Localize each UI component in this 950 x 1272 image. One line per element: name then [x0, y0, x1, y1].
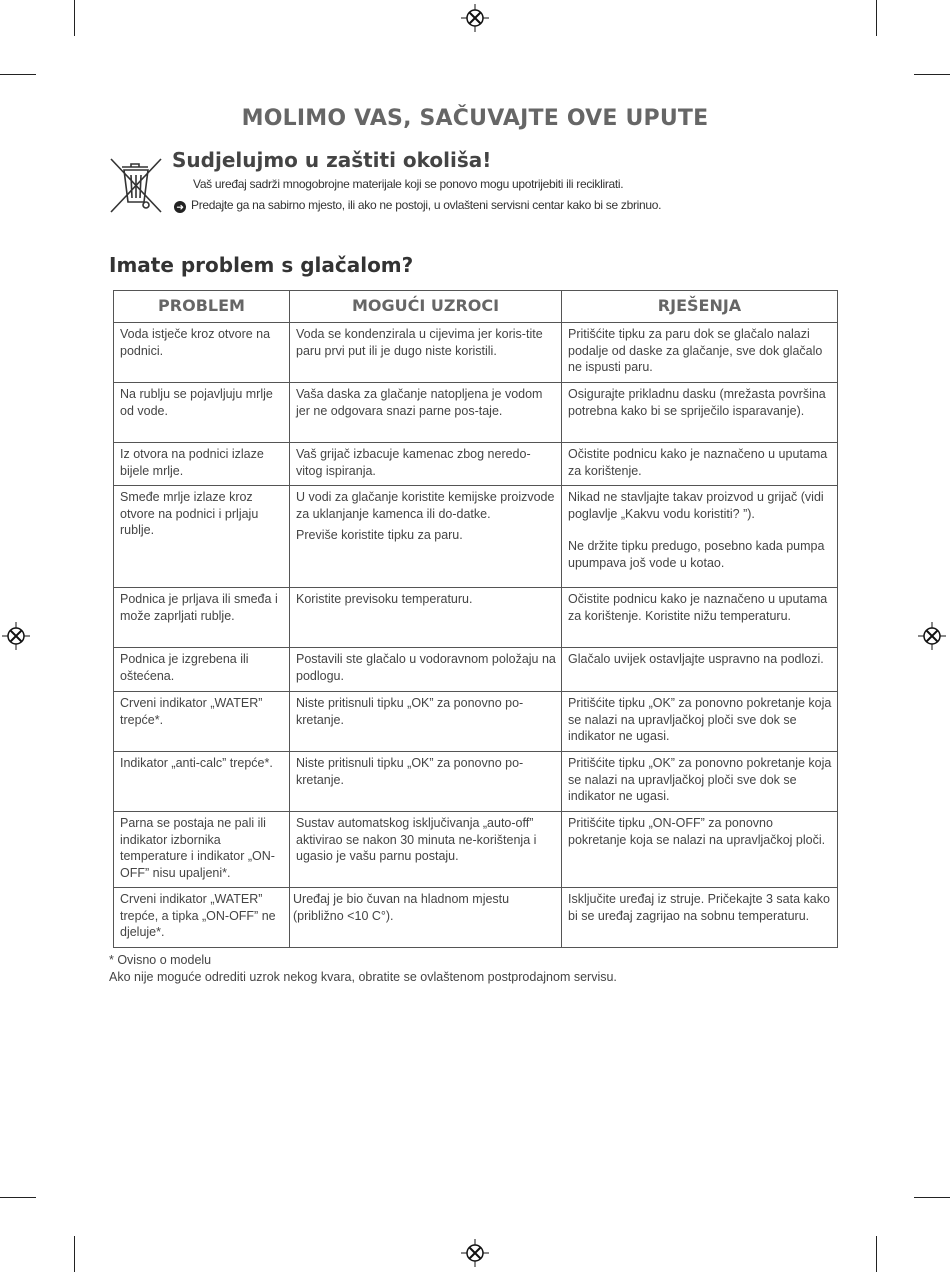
crop-mark — [74, 1236, 75, 1272]
table-row — [114, 888, 838, 948]
problem-cell: Podnica je izgrebena ili oštećena. — [114, 648, 290, 692]
causes-cell — [290, 648, 562, 692]
solutions-cell — [562, 588, 838, 648]
causes-cell — [290, 752, 562, 812]
problem-cell: Na rublju se pojavljuju mrlje od vode. — [114, 383, 290, 443]
table-row — [114, 588, 838, 648]
solution-text: Glačalo uvijek ostavljajte uspravno na podlozi. — [568, 652, 824, 666]
solutions-cell — [562, 752, 838, 812]
solution-text: Pritišćite tipku „ON-OFF” za ponovno pokretanje koja se nalazi na upravljačkoj ploči. — [568, 816, 826, 847]
cause-text: U vodi za glačanje koristite kemijske proizvode za uklanjanje kamenca ili do-datke. — [296, 490, 555, 521]
solutions-cell — [562, 812, 838, 888]
column-header-solutions: RJEŠENJA — [562, 291, 838, 323]
problem-cell: Iz otvora na podnici izlaze bijele mrlje. — [114, 443, 290, 486]
solution-text: Isključite uređaj iz struje. Pričekajte 3 sata kako bi se uređaj zagrijao na sobnu temperaturu. — [568, 892, 830, 923]
crossed-out-wheelie-bin-icon — [108, 154, 164, 214]
table-row — [114, 648, 838, 692]
solution-text: Pritišćite tipku za paru dok se glačalo nalazi podalje od daske za glačanje, sve dok glačalo ne ispusti paru. — [568, 327, 823, 374]
registration-mark-icon — [461, 1239, 489, 1267]
crop-mark — [876, 1236, 877, 1272]
environment-text: Vaš uređaj sadrži mnogobrojne materijale koji se ponovo mogu upotrijebiti ili reciklirati. — [193, 177, 624, 191]
arrow-right-circle-icon: ➜ — [174, 201, 186, 213]
causes-cell — [290, 383, 562, 443]
footnotes — [109, 952, 617, 986]
solutions-cell — [562, 383, 838, 443]
crop-mark — [914, 1197, 950, 1198]
cause-text: Voda se kondenzirala u cijevima jer koris-tite paru prvi put ili je dugo niste koristili. — [296, 327, 543, 358]
crop-mark — [876, 0, 877, 36]
table-row — [114, 443, 838, 486]
solution-text: Osigurajte prikladnu dasku (mrežasta površina potrebna kako bi se spriječilo isparavanje). — [568, 387, 826, 418]
table-row — [114, 323, 838, 383]
solutions-cell — [562, 692, 838, 752]
solutions-cell — [562, 323, 838, 383]
crop-mark — [74, 0, 75, 36]
column-header-causes: MOGUĆI UZROCI — [290, 291, 562, 323]
cause-text: Koristite previsoku temperaturu. — [296, 592, 473, 606]
solution-text: Očistite podnicu kako je naznačeno u uputama za korištenje. Koristite nižu temperaturu. — [568, 592, 828, 623]
environment-heading: Sudjelujmo u zaštiti okoliša! — [172, 148, 492, 172]
problem-cell: Indikator „anti-calc” trepće*. — [114, 752, 290, 812]
problem-cell: Crveni indikator „WATER” trepće, a tipka „ON-OFF” ne djeluje*. — [114, 888, 290, 948]
crop-mark — [0, 1197, 36, 1198]
troubleshooting-table — [113, 290, 838, 948]
environment-instruction — [174, 198, 661, 213]
causes-cell — [290, 588, 562, 648]
solutions-cell — [562, 888, 838, 948]
table-row — [114, 486, 838, 588]
registration-mark-icon — [2, 622, 30, 650]
cause-text: Vaš grijač izbacuje kamenac zbog neredo-vitog ispiranja. — [296, 447, 531, 478]
solution-text: Pritišćite tipku „OK” za ponovno pokretanje koja se nalazi na upravljačkoj ploči sve dok se indikator ne ugasi. — [568, 696, 832, 743]
registration-mark-icon — [461, 4, 489, 32]
causes-cell — [290, 486, 562, 588]
cause-text: Vaša daska za glačanje natopljena je vodom jer ne odgovara snazi parne pos-taje. — [296, 387, 543, 418]
table-row — [114, 692, 838, 752]
page-title: MOLIMO VAS, SAČUVAJTE OVE UPUTE — [241, 106, 709, 131]
solution-text: Ne držite tipku predugo, posebno kada pumpa upumpava još vode u kotao. — [568, 539, 825, 570]
cause-text: Previše koristite tipku za paru. — [296, 528, 463, 542]
causes-cell — [290, 692, 562, 752]
crop-mark — [914, 74, 950, 75]
problem-cell: Podnica je prljava ili smeđa i može zaprljati rublje. — [114, 588, 290, 648]
solution-text: Pritišćite tipku „OK” za ponovno pokretanje koja se nalazi na upravljačkoj ploči sve dok se indikator ne ugasi. — [568, 756, 832, 803]
environment-instruction-text: Predajte ga na sabirno mjesto, ili ako ne postoji, u ovlašteni servisni centar kako bi se zbrinuo. — [191, 198, 662, 212]
problem-cell: Voda istječe kroz otvore na podnici. — [114, 323, 290, 383]
causes-cell — [290, 888, 562, 948]
table-header-row — [114, 291, 838, 323]
solutions-cell — [562, 648, 838, 692]
cause-text: Sustav automatskog isključivanja „auto-off” aktivirao se nakon 30 minuta ne-korištenja i ugasio je vašu parnu postaju. — [296, 816, 537, 863]
model-footnote: * Ovisno o modelu — [109, 953, 212, 967]
table-row — [114, 752, 838, 812]
solution-text: Očistite podnicu kako je naznačeno u uputama za korištenje. — [568, 447, 828, 478]
causes-cell — [290, 323, 562, 383]
table-row — [114, 383, 838, 443]
cause-text: Postavili ste glačalo u vodoravnom položaju na podlogu. — [296, 652, 556, 683]
crop-mark — [0, 74, 36, 75]
problem-cell: Parna se postaja ne pali ili indikator izbornika temperature i indikator „ON-OFF” nisu upaljeni*. — [114, 812, 290, 888]
solution-text: Nikad ne stavljajte takav proizvod u grijač (vidi poglavlje „Kakvu vodu koristiti? ”). — [568, 490, 824, 521]
section-title: Imate problem s glačalom? — [109, 253, 414, 277]
registration-mark-icon — [918, 622, 946, 650]
problem-cell: Crveni indikator „WATER” trepće*. — [114, 692, 290, 752]
causes-cell — [290, 812, 562, 888]
column-header-problem: PROBLEM — [114, 291, 290, 323]
table-row — [114, 812, 838, 888]
cause-text: Niste pritisnuli tipku „OK” za ponovno po-kretanje. — [296, 696, 524, 727]
solutions-cell — [562, 486, 838, 588]
service-footnote: Ako nije moguće odrediti uzrok nekog kvara, obratite se ovlaštenom postprodajnom servisu. — [109, 970, 617, 984]
cause-text: Niste pritisnuli tipku „OK” za ponovno po-kretanje. — [296, 756, 524, 787]
problem-cell: Smeđe mrlje izlaze kroz otvore na podnici i prljaju rublje. — [114, 486, 290, 588]
causes-cell — [290, 443, 562, 486]
cause-text: Uređaj je bio čuvan na hladnom mjestu (približno <10 C°). — [293, 892, 510, 923]
solutions-cell — [562, 443, 838, 486]
